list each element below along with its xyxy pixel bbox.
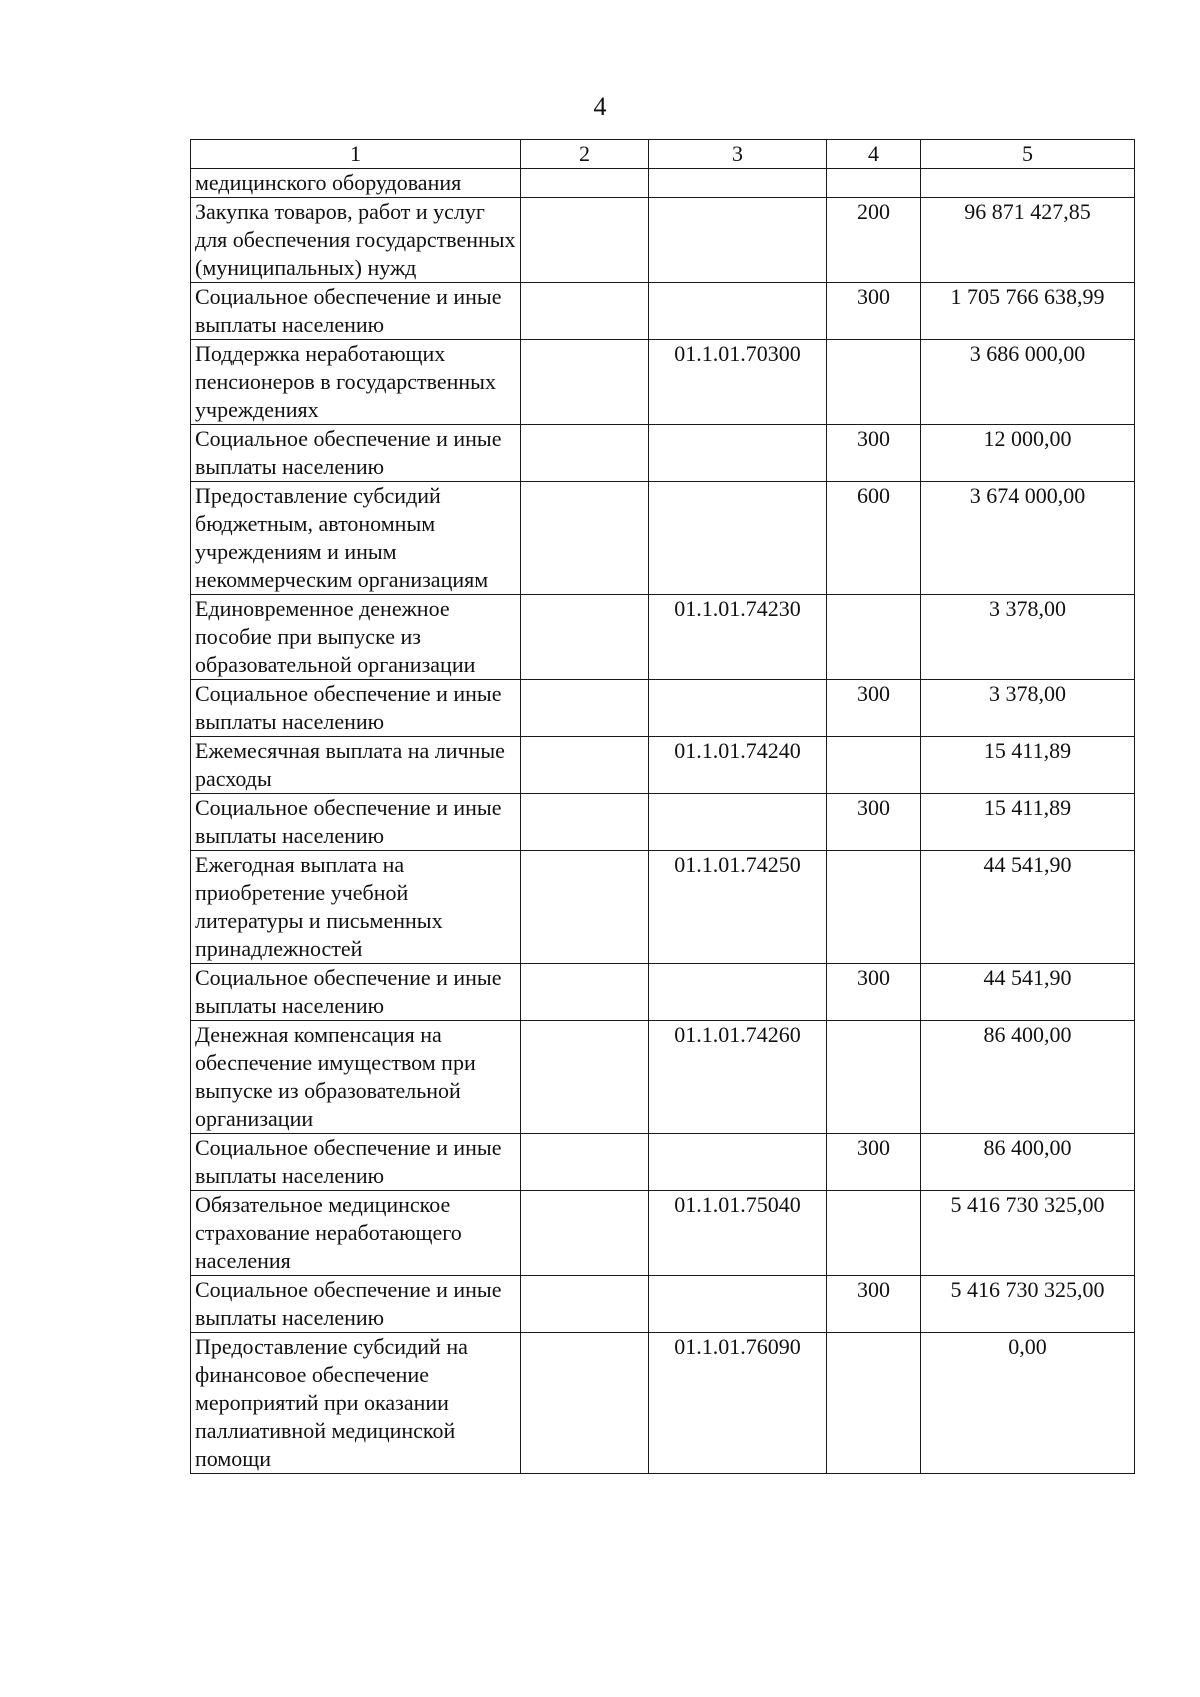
section-code-cell bbox=[521, 595, 649, 680]
section-code-cell bbox=[521, 340, 649, 425]
table-row bbox=[191, 425, 1135, 482]
expense-type-cell bbox=[827, 1333, 921, 1474]
amount-cell: 86 400,00 bbox=[921, 1021, 1135, 1134]
target-article-cell: 01.1.01.74240 bbox=[649, 737, 827, 794]
expense-type-cell: 300 bbox=[827, 425, 921, 482]
table-row bbox=[191, 1333, 1135, 1474]
expense-name-cell: Социальное обеспечение и иные выплаты населению bbox=[191, 1134, 521, 1191]
table-row bbox=[191, 283, 1135, 340]
table-header-row bbox=[191, 140, 1135, 169]
budget-table bbox=[190, 139, 1135, 1474]
amount-cell: 3 686 000,00 bbox=[921, 340, 1135, 425]
amount-cell: 5 416 730 325,00 bbox=[921, 1191, 1135, 1276]
expense-name-cell: Поддержка неработающих пенсионеров в государственных учреждениях bbox=[191, 340, 521, 425]
target-article-cell: 01.1.01.74230 bbox=[649, 595, 827, 680]
section-code-cell bbox=[521, 737, 649, 794]
amount-cell: 86 400,00 bbox=[921, 1134, 1135, 1191]
table-row bbox=[191, 169, 1135, 198]
section-code-cell bbox=[521, 851, 649, 964]
amount-cell: 44 541,90 bbox=[921, 964, 1135, 1021]
expense-name-cell: Социальное обеспечение и иные выплаты населению bbox=[191, 283, 521, 340]
table-row bbox=[191, 1191, 1135, 1276]
section-code-cell bbox=[521, 794, 649, 851]
target-article-cell bbox=[649, 169, 827, 198]
amount-cell: 1 705 766 638,99 bbox=[921, 283, 1135, 340]
section-code-cell bbox=[521, 482, 649, 595]
target-article-cell bbox=[649, 964, 827, 1021]
expense-name-cell: Социальное обеспечение и иные выплаты населению bbox=[191, 794, 521, 851]
expense-name-cell: Ежемесячная выплата на личные расходы bbox=[191, 737, 521, 794]
expense-name-cell: Предоставление субсидий на финансовое обеспечение мероприятий при оказании паллиативной медицинской помощи bbox=[191, 1333, 521, 1474]
section-code-cell bbox=[521, 680, 649, 737]
table-row bbox=[191, 198, 1135, 283]
table-row bbox=[191, 595, 1135, 680]
table-row bbox=[191, 340, 1135, 425]
section-code-cell bbox=[521, 964, 649, 1021]
expense-name-cell: Социальное обеспечение и иные выплаты населению bbox=[191, 964, 521, 1021]
table-row bbox=[191, 964, 1135, 1021]
table-row bbox=[191, 1021, 1135, 1134]
amount-cell: 3 674 000,00 bbox=[921, 482, 1135, 595]
table-row bbox=[191, 1276, 1135, 1333]
column-header-4: 4 bbox=[827, 140, 921, 169]
amount-cell: 15 411,89 bbox=[921, 737, 1135, 794]
section-code-cell bbox=[521, 1333, 649, 1474]
column-header-3: 3 bbox=[649, 140, 827, 169]
expense-type-cell: 300 bbox=[827, 283, 921, 340]
target-article-cell bbox=[649, 283, 827, 340]
section-code-cell bbox=[521, 1276, 649, 1333]
expense-name-cell: Денежная компенсация на обеспечение имуществом при выпуске из образовательной организации bbox=[191, 1021, 521, 1134]
amount-cell: 5 416 730 325,00 bbox=[921, 1276, 1135, 1333]
amount-cell: 15 411,89 bbox=[921, 794, 1135, 851]
target-article-cell bbox=[649, 1134, 827, 1191]
expense-name-cell: Социальное обеспечение и иные выплаты населению bbox=[191, 425, 521, 482]
expense-name-cell: Ежегодная выплата на приобретение учебной литературы и письменных принадлежностей bbox=[191, 851, 521, 964]
column-header-1: 1 bbox=[191, 140, 521, 169]
table-body bbox=[191, 169, 1135, 1474]
target-article-cell bbox=[649, 482, 827, 595]
expense-type-cell: 600 bbox=[827, 482, 921, 595]
target-article-cell: 01.1.01.74260 bbox=[649, 1021, 827, 1134]
table-row bbox=[191, 482, 1135, 595]
column-header-5: 5 bbox=[921, 140, 1135, 169]
table-row bbox=[191, 794, 1135, 851]
amount-cell bbox=[921, 169, 1135, 198]
expense-type-cell: 300 bbox=[827, 1134, 921, 1191]
amount-cell: 3 378,00 bbox=[921, 595, 1135, 680]
expense-name-cell: Социальное обеспечение и иные выплаты населению bbox=[191, 1276, 521, 1333]
table-row bbox=[191, 1134, 1135, 1191]
expense-type-cell bbox=[827, 851, 921, 964]
target-article-cell bbox=[649, 198, 827, 283]
expense-name-cell: медицинского оборудования bbox=[191, 169, 521, 198]
table-row bbox=[191, 680, 1135, 737]
expense-name-cell: Предоставление субсидий бюджетным, автономным учреждениям и иным некоммерческим организациям bbox=[191, 482, 521, 595]
expense-type-cell bbox=[827, 737, 921, 794]
section-code-cell bbox=[521, 169, 649, 198]
section-code-cell bbox=[521, 1021, 649, 1134]
amount-cell: 96 871 427,85 bbox=[921, 198, 1135, 283]
expense-name-cell: Социальное обеспечение и иные выплаты населению bbox=[191, 680, 521, 737]
target-article-cell: 01.1.01.76090 bbox=[649, 1333, 827, 1474]
target-article-cell bbox=[649, 794, 827, 851]
section-code-cell bbox=[521, 425, 649, 482]
table-row bbox=[191, 737, 1135, 794]
section-code-cell bbox=[521, 1191, 649, 1276]
expense-type-cell: 300 bbox=[827, 794, 921, 851]
expense-type-cell bbox=[827, 340, 921, 425]
expense-type-cell bbox=[827, 169, 921, 198]
amount-cell: 0,00 bbox=[921, 1333, 1135, 1474]
target-article-cell: 01.1.01.74250 bbox=[649, 851, 827, 964]
column-header-2: 2 bbox=[521, 140, 649, 169]
target-article-cell bbox=[649, 1276, 827, 1333]
amount-cell: 3 378,00 bbox=[921, 680, 1135, 737]
section-code-cell bbox=[521, 198, 649, 283]
expense-name-cell: Закупка товаров, работ и услуг для обеспечения государственных (муниципальных) нужд bbox=[191, 198, 521, 283]
target-article-cell bbox=[649, 680, 827, 737]
amount-cell: 12 000,00 bbox=[921, 425, 1135, 482]
target-article-cell bbox=[649, 425, 827, 482]
expense-type-cell bbox=[827, 1021, 921, 1134]
expense-type-cell: 300 bbox=[827, 964, 921, 1021]
target-article-cell: 01.1.01.70300 bbox=[649, 340, 827, 425]
page-number: 4 bbox=[593, 92, 607, 121]
expense-type-cell bbox=[827, 1191, 921, 1276]
section-code-cell bbox=[521, 1134, 649, 1191]
section-code-cell bbox=[521, 283, 649, 340]
expense-type-cell: 200 bbox=[827, 198, 921, 283]
amount-cell: 44 541,90 bbox=[921, 851, 1135, 964]
expense-type-cell: 300 bbox=[827, 1276, 921, 1333]
expense-name-cell: Обязательное медицинское страхование неработающего населения bbox=[191, 1191, 521, 1276]
expense-type-cell bbox=[827, 595, 921, 680]
table-row bbox=[191, 851, 1135, 964]
expense-name-cell: Единовременное денежное пособие при выпуске из образовательной организации bbox=[191, 595, 521, 680]
expense-type-cell: 300 bbox=[827, 680, 921, 737]
target-article-cell: 01.1.01.75040 bbox=[649, 1191, 827, 1276]
